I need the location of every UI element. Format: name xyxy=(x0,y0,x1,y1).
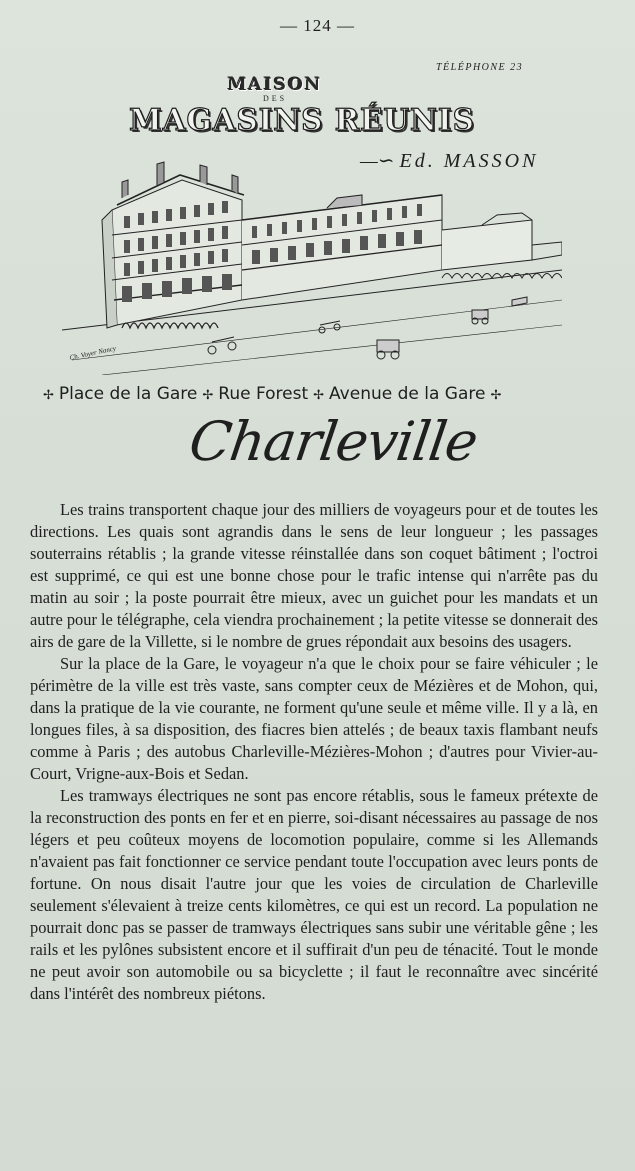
telephone-number: TÉLÉPHONE 23 xyxy=(436,62,524,73)
separator-icon: ✢ xyxy=(43,388,54,403)
ad-store-name: MAGASINS RÉUNIS xyxy=(129,103,475,138)
paragraph-place-de-la-gare: Sur la place de la Gare, le voyageur n'a que le choix pour se faire véhiculer ; le périmètre de la ville est très vaste, sans compter ceux de Mézières et de Mohon, qui, dans la pratique de la vie courante, ne forment qu'une seule et même ville. Il y a là, en longues files, à sa disposition, des fiacres bien attelés ; de beaux taxis flambant neufs comme à Paris ; des autobus Charleville-Mézières-Mohon ; d'autres pour Vivier-au-Court, Vrigne-aux-Bois et Sedan. xyxy=(30,654,598,783)
ad-owner-name: —∽ Ed. MASSON xyxy=(360,150,539,172)
address-avenue-de-la-gare: Avenue de la Gare xyxy=(329,384,486,404)
store-building-illustration xyxy=(62,150,562,375)
ad-city-name: Charleville xyxy=(185,410,482,473)
page-number: — 124 — xyxy=(280,16,355,35)
article-body xyxy=(30,499,598,1005)
separator-icon: ✢ xyxy=(490,388,502,403)
paragraph-tramways: Les tramways électriques ne sont pas encore rétablis, sous le fameux prétexte de la reconstruction des ponts en fer et en pierre, soi-disant nécessaires au passage de nos légers et peu coûteux moyens de locomotion populaire, comme si les Allemands n'avaient pas fait fonctionner ce service pendant toute l'occupation avec leurs ponts de fortune. On nous disait l'autre jour que les voies de circulation de Charleville seulement s'élevaient à treize cents kilomètres, ce qui est un record. La population ne pourrait donc pas se passer de tramways électriques sans subir une véritable gêne ; les rails et les pylônes subsistent encore et il suffirait d'un peu de ténacité. Tout le monde ne peut avoir son automobile ou sa bicyclette ; il faut le reconnaître avec sincérité dans l'intérêt des nombreux piétons. xyxy=(30,786,598,1003)
paragraph-trains: Les trains transportent chaque jour des milliers de voyageurs pour et de toutes les directions. Les quais sont agrandis dans le sens de leur longueur ; les passages souterrains rétablis ; la grande vitesse réinstallée dans son coquet bâtiment ; l'octroi est supprimé, ce qui est une bonne chose pour le trafic intense qui n'arrête pas du matin au soir ; la poste pourrait être mieux, avec un guichet pour les mandats et un autre pour le télégraphe, cela viendra prochainement ; la petite vitesse se donnerait des airs de gare de la Villette, si le nombre de grues répondait aux besoins des usagers. xyxy=(30,500,598,651)
address-line xyxy=(38,384,598,404)
ad-des-word: DES xyxy=(262,94,288,103)
ad-maison-heading: MAISON xyxy=(227,75,323,95)
address-rue-forest: Rue Forest xyxy=(218,384,309,404)
address-place-de-la-gare: Place de la Gare xyxy=(58,384,198,404)
owner-name-text: Ed. MASSON xyxy=(399,150,539,172)
separator-icon: ✢ xyxy=(313,388,325,403)
engraver-signature: Ch. Voyer Nancy xyxy=(68,344,117,362)
separator-icon: ✢ xyxy=(202,388,214,403)
